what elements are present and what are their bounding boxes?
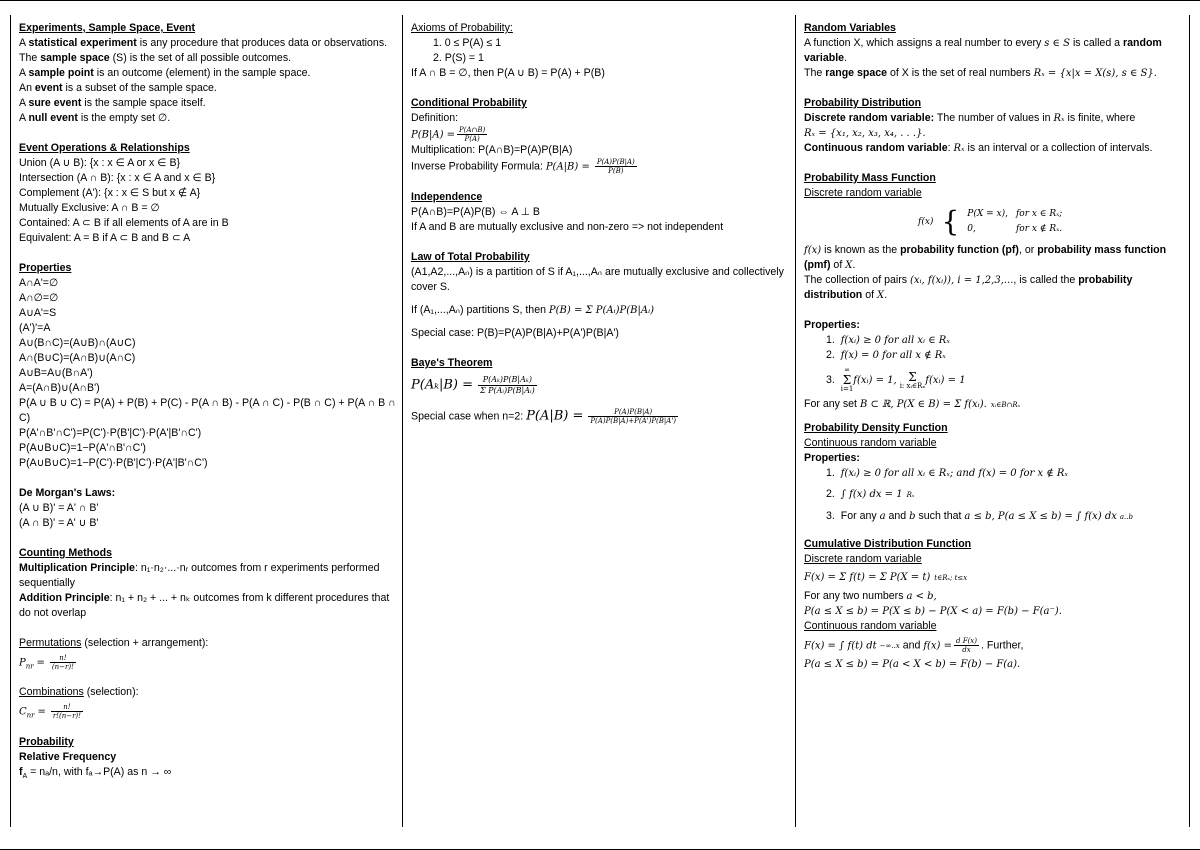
- experiment-definition-1: A statistical experiment is any procedure that produces data or observations.: [19, 37, 388, 49]
- probability-heading: Probability: [19, 735, 74, 748]
- pdf-property-2: 2. ∫ f(x) dx = 1 Rₓ: [826, 488, 915, 500]
- cdf-continuous-formula: F(x) = ∫ f(t) dt −∞..x and f(x) = $\frac{\text{d F(x)}}{dx}$ . Further,: [804, 637, 1024, 654]
- property-item-12: P(A∪B∪C)=1−P(C')·P(B'|C')·P(A'|B'∩C'): [19, 457, 208, 469]
- demorgan-item-1: (A ∪ B)' = A' ∩ B': [19, 502, 99, 514]
- total-probability-heading: Law of Total Probability: [411, 251, 530, 263]
- axiom-1: 1. 0 ≤ P(A) ≤ 1: [433, 37, 502, 49]
- cdf-discrete-interval: P(a ≤ X ≤ b) = P(X ≤ b) − P(X < a) = F(b) − F(a⁻).: [804, 606, 1062, 617]
- independence-heading: Independence: [411, 191, 483, 203]
- demorgan-item-2: (A ∩ B)' = A' ∪ B': [19, 517, 99, 529]
- discrete-rv-definition: Discrete random variable: The number of values in Rₓ is finite, where: [804, 112, 1136, 124]
- cdf-discrete-formula: F(x) = Σ f(t) = Σ P(X = t) t∈Rₓ; t≤x: [804, 572, 968, 583]
- pmf-subheading: Discrete random variable: [804, 187, 922, 199]
- demorgan-heading: De Morgan's Laws:: [19, 487, 116, 499]
- pmf-piecewise-formula: f(x) { P(X = x), for x ∈ Rₓ; 0, for x ∉ Rₓ.: [918, 204, 1063, 238]
- operation-item-6: Equivalent: A = B if A ⊂ B and B ⊂ A: [19, 232, 191, 244]
- combinations-formula: $C_{nr}$ = $\frac{n!}{r!(n-r)!}$: [19, 703, 81, 721]
- property-item-1: A∩A'=∅: [19, 277, 59, 289]
- demorgan-list: [19, 501, 396, 531]
- experiments-definitions: [19, 36, 396, 126]
- continuous-rv-definition: Continuous random variable: Rₓ is an interval or a collection of intervals.: [804, 142, 1153, 154]
- pdf-property-3: 3. For any a and b such that a ≤ b, P(a ≤ X ≤ b) = ∫ f(x) dx a..b: [826, 510, 1133, 522]
- experiment-definition-6: A null event is the empty set ∅.: [19, 112, 171, 124]
- experiments-heading: Experiments, Sample Space, Event: [19, 22, 196, 34]
- addition-principle: Addition Principle: n₁ + n₂ + ... + nₖ outcomes from k different procedures that do not overlap: [19, 592, 390, 619]
- pmf-property-1: 1. f(xᵢ) ≥ 0 for all xᵢ ∈ Rₓ: [826, 334, 950, 346]
- axiom-3: If A ∩ B = ∅, then P(A ∪ B) = P(A) + P(B): [411, 67, 605, 79]
- multiplication-principle: Multiplication Principle: n₁·n₂·...·nᵣ outcomes from r experiments performed sequentially: [19, 562, 380, 589]
- cdf-discrete-subheading: Discrete random variable: [804, 553, 922, 565]
- pmf-heading: Probability Mass Function: [804, 172, 936, 184]
- permutations-label: Permutations (selection + arrangement):: [19, 637, 209, 649]
- property-item-3: A∪A'=S: [19, 307, 57, 319]
- pmf-any-set-rule: For any set B ⊂ ℝ, P(X ∈ B) = Σ f(xᵢ). xᵢ∈B∩Rₓ: [804, 398, 1021, 410]
- property-item-10: P(A'∩B'∩C')=P(C')·P(B'|C')·P(A'|B'∩C'): [19, 427, 202, 439]
- discrete-range-set: Rₓ = {x₁, x₂, x₃, x₄, . . .}.: [804, 128, 926, 139]
- inverse-probability-formula: Inverse Probability Formula: P(A|B) = $\frac{P(A)P(B|A)}{P(B)}$: [411, 158, 635, 175]
- pdf-subheading: Continuous random variable: [804, 437, 937, 449]
- bayes-formula: P(Aₖ|B) = $\frac{\text{P(Aₖ)P(B|Aₖ)}}{\text{Σ P(Aᵢ)P(B|Aᵢ)}}$: [411, 375, 535, 395]
- column-2: [403, 15, 796, 827]
- permutations-formula: $P_{nr}$ = $\frac{n!}{(n-r)!}$: [19, 654, 74, 671]
- property-item-11: P(A∪B∪C)=1−P(A'∩B'∩C'): [19, 442, 146, 454]
- partition-definition: (A1,A2,...,Aₙ) is a partition of S if A₁,...,Aₙ are mutually exclusive and collectively cover S.: [411, 266, 784, 293]
- axioms-heading: Axioms of Probability:: [411, 22, 513, 34]
- pmf-property-3: 3. ∞ Σ i=1f(xᵢ) = 1, Σ i: xᵢ∈Rₓf(xᵢ) = 1: [826, 366, 966, 393]
- range-space-definition: The range space of X is the set of real numbers Rₓ = {x|x = X(s), s ∈ S}.: [804, 67, 1157, 79]
- multiplication-rule: Multiplication: P(A∩B)=P(A)P(B|A): [411, 144, 573, 156]
- combinations-label: Combinations (selection):: [19, 686, 139, 699]
- bayes-heading: Baye's Theorem: [411, 357, 493, 369]
- experiment-definition-2: The sample space (S) is the set of all possible outcomes.: [19, 52, 292, 64]
- pdf-property-1: 1. f(xᵢ) ≥ 0 for all xᵢ ∈ Rₓ; and f(x) = 0 for x ∉ Rₓ: [826, 467, 1068, 479]
- independence-rule: P(A∩B)=P(A)P(B) ⇔ A ⊥ B: [411, 206, 540, 218]
- cdf-continuous-subheading: Continuous random variable: [804, 620, 937, 632]
- properties-list: [19, 276, 396, 471]
- operations-list: [19, 156, 396, 246]
- property-item-2: A∩∅=∅: [19, 292, 59, 304]
- pmf-property-2: 2. f(x) = 0 for all x ∉ Rₓ: [826, 349, 946, 361]
- pmf-definition: f(x) is known as the probability function (pf), or probability mass function (pmf) of X.: [804, 244, 1167, 271]
- operation-item-4: Mutually Exclusive: A ∩ B = ∅: [19, 202, 160, 214]
- operation-item-3: Complement (A'): {x : x ∈ S but x ∉ A}: [19, 187, 201, 199]
- relative-frequency-formula: $f_A = n_a/n$, with fₐ→P(A) as n → ∞: [19, 765, 172, 780]
- axiom-2: 2. P(S) = 1: [433, 52, 484, 64]
- operation-item-5: Contained: A ⊂ B if all elements of A are in B: [19, 217, 229, 229]
- random-variable-definition: A function X, which assigns a real number to every s ∈ S is called a random variable.: [804, 37, 1162, 64]
- probability-distribution-heading: Probability Distribution: [804, 97, 922, 109]
- property-item-9: P(A ∪ B ∪ C) = P(A) + P(B) + P(C) - P(A ∩ B) - P(A ∩ C) - P(B ∩ C) + P(A ∩ B ∩ C): [19, 397, 396, 424]
- counting-heading: Counting Methods: [19, 547, 112, 559]
- experiment-definition-3: A sample point is an outcome (element) in the sample space.: [19, 67, 311, 79]
- operations-heading: Event Operations & Relationships: [19, 142, 190, 154]
- random-variables-heading: Random Variables: [804, 22, 896, 34]
- experiment-definition-4: An event is a subset of the sample space.: [19, 82, 217, 94]
- property-item-7: A∪B=A∪(B∩A'): [19, 367, 93, 379]
- cdf-continuous-interval: P(a ≤ X ≤ b) = P(a < X < b) = F(b) − F(a).: [804, 659, 1021, 671]
- properties-heading: Properties: [19, 262, 72, 274]
- column-1: [10, 15, 403, 827]
- conditional-definition-label: Definition:: [411, 112, 459, 124]
- cdf-heading: Cumulative Distribution Function: [804, 538, 972, 550]
- pdf-heading: Probability Density Function: [804, 422, 948, 434]
- operation-item-1: Union (A ∪ B): {x : x ∈ A or x ∈ B}: [19, 157, 181, 169]
- conditional-heading: Conditional Probability: [411, 97, 527, 109]
- conditional-definition-formula: P(B|A) = $\frac{P(A\cap B)}{P(A)}$: [411, 126, 486, 143]
- property-item-8: A=(A∩B)∪(A∩B'): [19, 382, 100, 394]
- property-item-5: A∪(B∩C)=(A∪B)∩(A∪C): [19, 337, 136, 349]
- cdf-two-numbers: For any two numbers a < b,: [804, 590, 937, 602]
- total-probability-formula: If (A₁,...,Aₙ) partitions S, then P(B) = Σ P(Aᵢ)P(B|Aᵢ): [411, 304, 655, 316]
- pdf-properties-heading: Properties:: [804, 452, 860, 464]
- relative-frequency-label: Relative Frequency: [19, 750, 117, 763]
- bayes-special-case: Special case when n=2: P(A|B) = $\frac{P(A)P(B|A)}{P(A)P(B|A)+P(A')P(B|A')}$: [411, 408, 676, 425]
- probability-distribution-definition: The collection of pairs (xᵢ, f(xᵢ)), i = 1,2,3,..., is called the probability distribution of X.: [804, 274, 1133, 301]
- experiment-definition-5: A sure event is the sample space itself.: [19, 97, 206, 109]
- operation-item-2: Intersection (A ∩ B): {x : x ∈ A and x ∈ B}: [19, 172, 216, 184]
- column-3: [796, 15, 1190, 827]
- property-item-4: (A')'=A: [19, 322, 51, 334]
- total-probability-special-case: Special case: P(B)=P(A)P(B|A)+P(A')P(B|A'): [411, 327, 619, 339]
- pmf-properties-heading: Properties:: [804, 319, 860, 331]
- independence-note: If A and B are mutually exclusive and non-zero => not independent: [411, 221, 724, 233]
- property-item-6: A∩(B∪C)=(A∩B)∪(A∩C): [19, 352, 136, 364]
